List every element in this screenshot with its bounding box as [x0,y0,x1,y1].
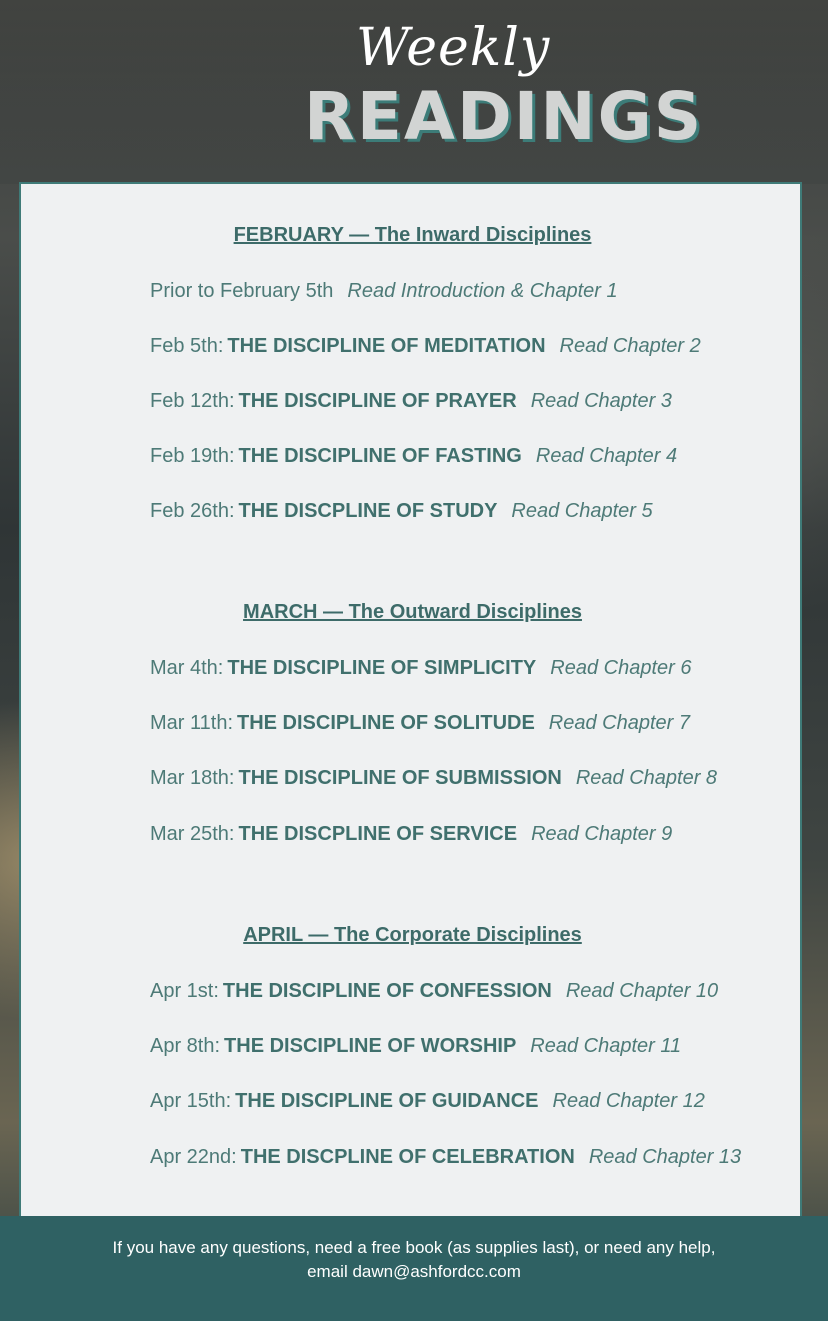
reading-row [150,1146,790,1169]
row-reading: Read Chapter 2 [559,335,701,357]
row-reading: Read Chapter 3 [530,390,672,412]
section-title-march: MARCH — The Outward Disciplines [243,601,582,623]
row-reading: Read Chapter 11 [530,1035,682,1057]
row-discipline: THE DISCPLINE OF STUDY [238,500,498,522]
reading-row [150,445,790,468]
row-discipline: THE DISCPLINE OF SERVICE [238,823,518,845]
row-date: Feb 5th: [150,335,224,357]
row-date: Prior to February 5th [150,280,334,302]
weekly-script-title: Weekly [356,18,551,78]
section-title-april: APRIL — The Corporate Disciplines [243,924,582,946]
row-reading: Read Chapter 5 [511,500,653,522]
row-discipline: THE DISCIPLINE OF MEDITATION [227,335,546,357]
reading-row [150,1090,790,1113]
row-discipline: THE DISCIPLINE OF WORSHIP [224,1035,517,1057]
header [0,0,828,184]
row-discipline: THE DISCIPLINE OF PRAYER [238,390,517,412]
section-title-february: FEBRUARY — The Inward Disciplines [233,224,592,246]
reading-row [150,500,790,523]
reading-row [150,712,790,735]
row-reading: Read Chapter 9 [531,823,673,845]
row-discipline: THE DISCPLINE OF CELEBRATION [240,1146,575,1168]
row-discipline: THE DISCIPLINE OF GUIDANCE [235,1090,539,1112]
row-reading: Read Chapter 4 [535,445,678,467]
row-date: Apr 15th: [150,1090,232,1112]
footer [0,1216,828,1321]
row-date: Apr 8th: [150,1035,221,1057]
footer-line-1: If you have any questions, need a free book (as supplies last), or need any help, [112,1238,716,1257]
row-reading: Read Chapter 13 [588,1146,742,1168]
row-date: Feb 19th: [150,445,235,467]
row-reading: Read Chapter 12 [552,1090,705,1112]
row-date: Mar 25th: [150,823,235,845]
row-reading: Read Chapter 7 [548,712,690,734]
reading-row [150,767,790,790]
reading-row [150,280,790,303]
row-reading: Read Chapter 10 [565,980,719,1002]
row-reading: Read Introduction & Chapter 1 [347,280,618,302]
row-date: Mar 4th: [150,657,224,679]
reading-row [150,823,790,846]
reading-row [150,390,790,413]
row-discipline: THE DISCIPLINE OF SUBMISSION [238,767,562,789]
readings-card [19,182,802,1222]
row-discipline: THE DISCIPLINE OF CONFESSION [222,980,552,1002]
reading-row [150,1035,790,1058]
reading-row [150,657,790,680]
reading-row [150,335,790,358]
row-discipline: THE DISCIPLINE OF SIMPLICITY [227,657,537,679]
row-reading: Read Chapter 6 [550,657,692,679]
row-date: Apr 22nd: [150,1146,237,1168]
row-discipline: THE DISCIPLINE OF FASTING [238,445,522,467]
row-date: Mar 11th: [150,712,233,734]
readings-title: READINGS [304,78,704,155]
row-discipline: THE DISCIPLINE OF SOLITUDE [237,712,535,734]
row-date: Feb 12th: [150,390,235,412]
reading-row [150,980,790,1003]
row-date: Feb 26th: [150,500,235,522]
row-date: Apr 1st: [150,980,219,1002]
row-date: Mar 18th: [150,767,235,789]
row-reading: Read Chapter 8 [575,767,718,789]
footer-contact-line: email dawn@ashfordcc.com [307,1262,521,1281]
